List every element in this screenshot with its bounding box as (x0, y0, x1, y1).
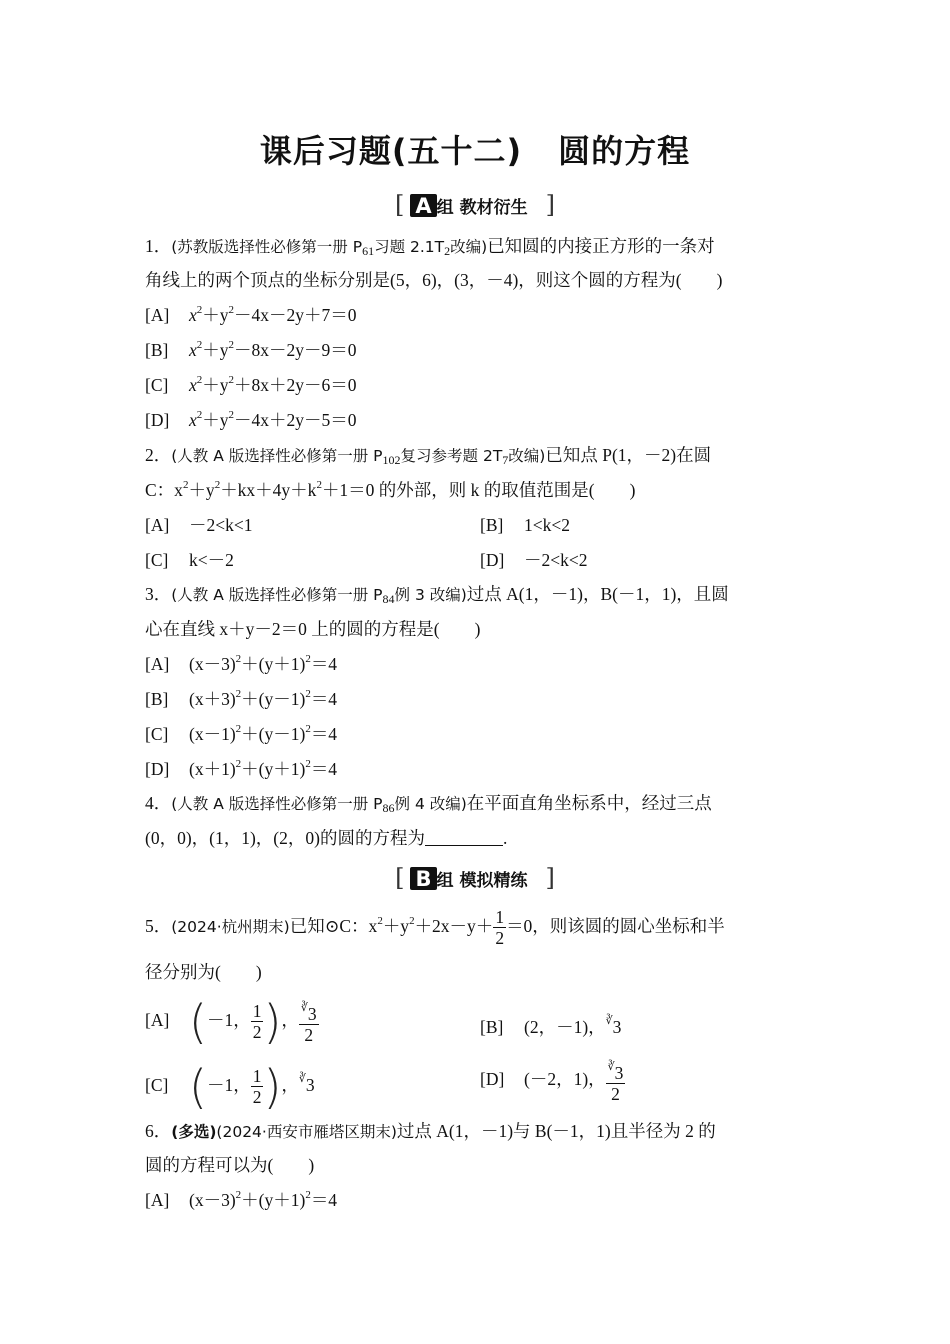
q3-option-c[interactable]: [C] $(x-1)^2+(y-1)^2=4$ (145, 723, 338, 744)
question-5-line-1: 5．(2024·杭州期末)已知⊙C：$x^2+y^2+2x-y+$ $\frac{1}{2}$ ＝0，则该圆的圆心坐标和半 (145, 907, 725, 949)
fraction-one-half: $\frac{1}{2}$ (495, 907, 505, 949)
q3-option-a[interactable]: [A] $(x-3)^2+(y+1)^2=4$ (145, 653, 338, 674)
group-a-badge: A (410, 194, 436, 217)
group-a-header: [ A 组 教材衍生 ] (394, 191, 555, 219)
q1-option-d[interactable]: [D] $x^2+y^2-4x+2y-5=0$ (145, 409, 357, 430)
page-title (0, 126, 950, 172)
q2-option-d[interactable]: [D] －2<k<2 (480, 550, 588, 570)
group-a-name: 教材衍生 (459, 197, 528, 218)
question-3-line-2: 心在直线 x＋y－2＝0 上的圆的方程是( ) (145, 619, 481, 639)
q6-option-a[interactable]: [A] $(x-3)^2+(y+1)^2=4$ (145, 1189, 338, 1210)
question-2-line-2: C：$x^2+y^2+kx+4y+k^2+1=0$ 的外部，则 k 的取值范围是( ) (145, 479, 636, 500)
q3-option-d[interactable]: [D] $(x+1)^2+(y+1)^2=4$ (145, 758, 338, 779)
q3-option-b[interactable]: [B] $(x+3)^2+(y-1)^2=4$ (145, 688, 338, 709)
q5-option-d[interactable]: [D] (－2，1)， $\frac{^∛3}{2}$ (480, 1057, 625, 1104)
question-1-line-2: 角线上的两个顶点的坐标分别是(5，6)，(3，－4)，则这个圆的方程为( ) (145, 270, 723, 290)
group-b-header: [ B 组 模拟精练 ] (395, 864, 555, 892)
question-6-line-1: 6．(多选)(2024·西安市雁塔区期末)过点 A(1，－1)与 B(－1，1)且半径为 2 的 (145, 1121, 716, 1141)
title-main: 课后习题(五十二) (259, 132, 523, 170)
q5-option-c[interactable]: [C] (－1， $\frac{1}{2}$ )，∛3 (145, 1059, 315, 1114)
q2-option-b[interactable]: [B] 1<k<2 (480, 515, 570, 535)
q1-option-a[interactable]: [A] $x^2+y^2-4x-2y+7=0$ (145, 304, 357, 325)
group-b-badge: B (410, 867, 436, 890)
question-6-line-2: 圆的方程可以为( ) (145, 1155, 315, 1175)
question-1-line-1: 1．(苏教版选择性必修第一册 P61习题 2.1T2改编)已知圆的内接正方形的一条对 (145, 236, 715, 258)
title-sub: 圆的方程 (558, 132, 691, 170)
q5-option-b[interactable]: [B] (2，－1)，∛3 (480, 1015, 622, 1037)
question-2-line-1: 2．(人教 A 版选择性必修第一册 P102复习参考题 2T7改编)已知点 P(1，－2)在圆 (145, 445, 712, 467)
q1-option-c[interactable]: [C] $x^2+y^2+8x+2y-6=0$ (145, 374, 357, 395)
answer-blank[interactable] (425, 829, 503, 846)
question-4-line-2: (0，0)，(1，1)，(2，0)的圆的方程为 . (145, 828, 508, 848)
question-4-line-1: 4．(人教 A 版选择性必修第一册 P86例 4 改编)在平面直角坐标系中，经过三点 (145, 793, 712, 815)
q1-option-b[interactable]: [B] $x^2+y^2-8x-2y-9=0$ (145, 339, 357, 360)
q2-option-a[interactable]: [A] －2<k<1 (145, 515, 253, 535)
q2-option-c[interactable]: [C] k<－2 (145, 550, 234, 570)
question-5-line-2: 径分别为( ) (145, 962, 262, 982)
question-3-line-1: 3．(人教 A 版选择性必修第一册 P84例 3 改编)过点 A(1，－1)，B(－1，1)，且圆 (145, 584, 729, 606)
group-b-name: 模拟精练 (459, 870, 528, 891)
q5-option-a[interactable]: [A] (－1， $\frac{1}{2}$ )， $\frac{^∛3}{2}$ (145, 994, 317, 1049)
